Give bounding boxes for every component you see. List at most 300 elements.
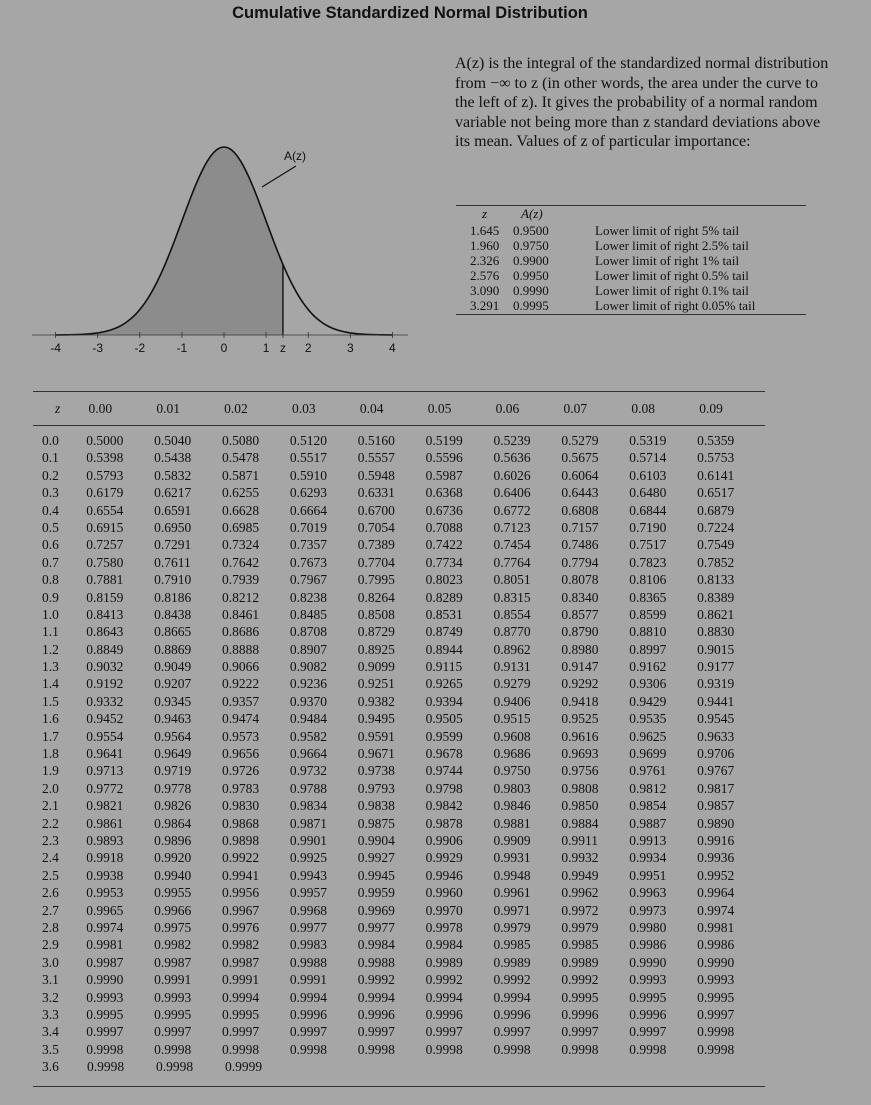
table-cell: 0.9974: [86, 919, 124, 935]
table-cell: 0.5438: [154, 450, 192, 466]
table-cell: 0.6700: [357, 502, 395, 518]
table-cell: 0.5948: [357, 467, 395, 483]
table-cell: 0.9756: [561, 763, 599, 779]
table-cell: 0.9131: [493, 659, 531, 675]
table-cell: 0.7389: [357, 537, 395, 553]
table-cell: 0.9997: [561, 1024, 599, 1040]
table-row: [33, 536, 765, 553]
row-z: 2.5: [42, 867, 59, 883]
table-cell: 0.9987: [86, 954, 124, 970]
table-cell: 0.9995: [222, 1006, 260, 1022]
row-z: 1.3: [42, 659, 59, 675]
table-cell: 0.9985: [493, 937, 531, 953]
row-z: 2.2: [42, 815, 59, 831]
table-cell: 0.9982: [154, 937, 192, 953]
table-cell: 0.9977: [289, 919, 328, 935]
table-cell: 0.9671: [357, 746, 395, 762]
az-value: 0.9500: [513, 223, 549, 238]
table-cell: 0.8849: [86, 641, 124, 657]
table-cell: 0.9991: [154, 972, 192, 988]
table-cell: 0.9713: [86, 763, 124, 779]
table-cell: 0.5160: [357, 433, 395, 448]
row-z: 2.1: [42, 798, 59, 814]
table-cell: 0.6915: [86, 519, 124, 535]
row-z: 0.8: [42, 572, 59, 588]
az-value: 0.9995: [513, 298, 549, 313]
table-cell: 0.9962: [561, 885, 599, 901]
table-cell: 0.7422: [425, 537, 463, 553]
table-cell: 0.8238: [289, 589, 328, 605]
row-z: 3.1: [42, 972, 59, 988]
tick-label: -2: [134, 341, 146, 355]
table-cell: 0.8708: [289, 624, 328, 640]
table-cell: 0.9345: [154, 693, 192, 709]
table-cell: 0.5910: [289, 467, 328, 483]
table-cell: 0.6879: [697, 502, 735, 518]
table-cell: 0.9988: [357, 954, 395, 970]
table-cell: 0.6255: [222, 485, 260, 501]
table-cell: 0.5120: [289, 433, 328, 448]
table-cell: 0.9772: [86, 780, 124, 796]
table-cell: 0.7642: [222, 554, 260, 570]
table-cell: 0.9678: [425, 746, 463, 762]
row-z: 3.0: [42, 954, 59, 970]
table-cell: 0.7734: [425, 554, 463, 570]
table-cell: 0.9998: [697, 1024, 735, 1040]
table-cell: 0.9535: [629, 711, 667, 727]
table-cell: 0.5319: [629, 433, 667, 448]
table-cell: 0.9945: [357, 867, 395, 883]
table-cell: 0.6406: [493, 485, 531, 501]
tail-description: Lower limit of right 1% tail: [595, 253, 740, 268]
table-cell: 0.8729: [357, 624, 395, 640]
table-cell: 0.9306: [629, 676, 667, 692]
tail-description: Lower limit of right 5% tail: [595, 223, 740, 238]
table-cell: 0.9686: [493, 746, 531, 762]
table-cell: 0.9406: [493, 693, 531, 709]
table-cell: 0.8830: [697, 624, 735, 640]
table-cell: 0.9319: [697, 676, 735, 692]
table-row: [33, 849, 765, 866]
table-cell: 0.9706: [697, 746, 735, 762]
table-cell: 0.8508: [357, 606, 395, 622]
table-cell: 0.9812: [629, 780, 667, 796]
table-cell: 0.9554: [86, 728, 124, 744]
table-cell: 0.9993: [154, 989, 192, 1005]
z-value: 1.645: [470, 223, 500, 238]
table-cell: 0.8907: [289, 641, 328, 657]
az-value: 0.9900: [513, 253, 549, 268]
table-cell: 0.5279: [561, 433, 599, 448]
table-cell: 0.9904: [357, 832, 395, 848]
tick-label: 4: [389, 341, 396, 355]
table-cell: 0.9878: [425, 815, 463, 831]
table-row: [33, 728, 765, 745]
table-cell: 0.9995: [154, 1006, 192, 1022]
table-cell: 0.9015: [697, 641, 735, 657]
table-cell: 0.8962: [493, 641, 531, 657]
header-column: 0.00: [88, 401, 113, 416]
table-cell: 0.9925: [289, 850, 328, 866]
special-table-row: [456, 268, 806, 283]
table-cell: 0.8186: [154, 589, 192, 605]
table-cell: 0.9147: [561, 659, 599, 675]
table-cell: 0.9732: [289, 763, 328, 779]
tick-label: -4: [50, 341, 61, 355]
table-cell: 0.9357: [222, 693, 260, 709]
table-cell: 0.8770: [493, 624, 531, 640]
table-cell: 0.7881: [86, 572, 124, 588]
table-cell: 0.7357: [289, 537, 328, 553]
az-value: 0.9750: [513, 238, 549, 253]
table-cell: 0.9960: [425, 885, 463, 901]
table-cell: 0.7157: [561, 519, 599, 535]
table-cell: 0.9961: [493, 885, 531, 901]
table-cell: 0.7257: [86, 537, 124, 553]
table-cell: 0.9830: [222, 798, 260, 814]
row-z: 0.0: [42, 433, 59, 448]
table-cell: 0.8749: [425, 624, 463, 640]
table-cell: 0.8577: [561, 606, 599, 622]
row-z: 0.1: [42, 450, 59, 466]
table-header-row: [33, 392, 765, 425]
table-cell: 0.6591: [154, 502, 192, 518]
table-cell: 0.9967: [222, 902, 260, 918]
table-cell: 0.8686: [222, 624, 260, 640]
table-cell: 0.9441: [697, 693, 735, 709]
row-z: 1.4: [42, 676, 59, 692]
table-cell: 0.9463: [154, 711, 192, 727]
table-cell: 0.9821: [86, 798, 124, 814]
table-row: [33, 919, 765, 936]
table-cell: 0.9761: [629, 763, 667, 779]
table-cell: 0.6443: [561, 485, 599, 501]
row-z: 3.5: [42, 1041, 59, 1057]
table-cell: 0.7995: [357, 572, 395, 588]
header-column: 0.09: [699, 401, 723, 416]
table-row: [33, 623, 765, 640]
table-cell: 0.9582: [289, 728, 328, 744]
table-cell: 0.7910: [154, 572, 192, 588]
row-z: 3.2: [42, 989, 59, 1005]
table-cell: 0.8051: [493, 572, 531, 588]
table-cell: 0.9973: [629, 902, 667, 918]
table-cell: 0.9985: [561, 937, 599, 953]
table-cell: 0.9994: [493, 989, 531, 1005]
table-cell: 0.9987: [154, 954, 192, 970]
table-cell: 0.9984: [425, 937, 463, 953]
row-z: 1.9: [42, 763, 59, 779]
table-cell: 0.9996: [289, 1006, 328, 1022]
az-value: 0.9990: [513, 283, 549, 298]
table-cell: 0.9993: [697, 972, 735, 988]
table-cell: 0.9943: [289, 867, 328, 883]
table-cell: 0.7611: [154, 554, 191, 570]
row-z: 2.8: [42, 919, 59, 935]
table-cell: 0.9998: [493, 1041, 531, 1057]
table-cell: 0.7549: [697, 537, 735, 553]
table-cell: 0.5359: [697, 433, 735, 448]
row-z: 1.2: [42, 641, 59, 657]
table-cell: 0.9881: [493, 815, 531, 831]
table-cell: 0.5832: [154, 467, 192, 483]
table-cell: 0.9909: [493, 832, 531, 848]
table-cell: 0.9834: [289, 798, 328, 814]
table-cell: 0.9591: [357, 728, 395, 744]
table-cell: 0.9545: [697, 711, 735, 727]
table-cell: 0.9868: [222, 815, 260, 831]
table-row: [33, 589, 765, 606]
table-cell: 0.9982: [222, 937, 260, 953]
table-cell: 0.7823: [629, 554, 667, 570]
table-cell: 0.7291: [154, 537, 192, 553]
table-cell: 0.9726: [222, 763, 260, 779]
table-cell: 0.8438: [154, 606, 192, 622]
table-cell: 0.6331: [357, 485, 395, 501]
table-cell: 0.7088: [425, 519, 463, 535]
table-cell: 0.9884: [561, 815, 599, 831]
table-cell: 0.9599: [425, 728, 463, 744]
table-cell: 0.9744: [425, 763, 463, 779]
table-cell: 0.9998: [697, 1041, 735, 1057]
table-cell: 0.9978: [425, 919, 463, 935]
table-cell: 0.9082: [289, 659, 328, 675]
table-row: [33, 519, 765, 536]
table-cell: 0.9936: [697, 850, 735, 866]
table-cell: 0.9927: [357, 850, 395, 866]
table-cell: 0.9997: [697, 1006, 735, 1022]
table-row: [33, 902, 765, 919]
table-cell: 0.5675: [561, 450, 599, 466]
table-body: [33, 426, 765, 1086]
table-cell: 0.9778: [154, 780, 192, 796]
table-cell: 0.9798: [425, 780, 463, 796]
table-cell: 0.9998: [156, 1059, 194, 1075]
table-cell: 0.9922: [222, 850, 260, 866]
table-cell: 0.8365: [629, 589, 667, 605]
table-cell: 0.8212: [222, 589, 260, 605]
table-cell: 0.9049: [154, 659, 192, 675]
table-cell: 0.6628: [222, 502, 260, 518]
table-cell: 0.9997: [289, 1024, 328, 1040]
table-row: [33, 867, 765, 884]
table-cell: 0.9918: [86, 850, 124, 866]
table-cell: 0.9998: [357, 1041, 395, 1057]
table-cell: 0.9418: [561, 693, 599, 709]
tail-description: Lower limit of right 0.1% tail: [595, 283, 749, 298]
table-cell: 0.9495: [357, 711, 395, 727]
table-cell: 0.9941: [222, 867, 260, 883]
table-cell: 0.9966: [154, 902, 192, 918]
table-cell: 0.5557: [357, 450, 395, 466]
table-cell: 0.9931: [493, 850, 531, 866]
table-cell: 0.8554: [493, 606, 531, 622]
curve-label-pointer: [262, 166, 296, 187]
row-z: 2.4: [42, 850, 59, 866]
table-cell: 0.7794: [561, 554, 599, 570]
row-z: 2.0: [42, 780, 59, 796]
table-cell: 0.6950: [154, 519, 192, 535]
table-cell: 0.9963: [629, 885, 667, 901]
table-cell: 0.9251: [357, 676, 395, 692]
table-cell: 0.9995: [697, 989, 735, 1005]
table-cell: 0.9959: [357, 885, 395, 901]
table-cell: 0.5080: [222, 433, 260, 448]
table-cell: 0.8643: [86, 624, 124, 640]
table-cell: 0.9932: [561, 850, 599, 866]
row-z: 1.1: [42, 624, 59, 640]
table-cell: 0.8810: [629, 624, 667, 640]
row-z: 0.9: [42, 589, 59, 605]
table-cell: 0.9838: [357, 798, 395, 814]
table-row: [33, 675, 765, 692]
header-column: 0.05: [427, 401, 452, 416]
table-cell: 0.5199: [425, 433, 463, 448]
row-z: 2.9: [42, 937, 59, 953]
curve-label: A(z): [284, 149, 306, 163]
table-row: [33, 832, 765, 849]
table-cell: 0.7852: [697, 554, 735, 570]
table-cell: 0.9997: [425, 1024, 463, 1040]
table-cell: 0.9515: [493, 711, 531, 727]
table-cell: 0.8264: [357, 589, 395, 605]
table-cell: 0.7673: [289, 554, 328, 570]
table-cell: 0.5636: [493, 450, 531, 466]
table-cell: 0.9803: [493, 780, 531, 796]
row-z: 0.6: [42, 537, 59, 553]
table-cell: 0.9693: [561, 746, 599, 762]
table-cell: 0.9564: [154, 728, 192, 744]
table-cell: 0.9573: [222, 728, 260, 744]
table-cell: 0.9992: [425, 972, 463, 988]
table-cell: 0.9974: [697, 902, 735, 918]
table-row: [33, 762, 765, 779]
table-row: [33, 658, 765, 675]
table-cell: 0.9997: [629, 1024, 667, 1040]
table-cell: 0.9896: [154, 832, 192, 848]
tick-label: 3: [346, 341, 354, 355]
row-z: 1.6: [42, 711, 59, 727]
header-column: 0.02: [224, 401, 248, 416]
table-cell: 0.9738: [357, 763, 395, 779]
table-cell: 0.6103: [629, 467, 667, 483]
table-cell: 0.9633: [697, 728, 735, 744]
table-cell: 0.9946: [425, 867, 463, 883]
table-cell: 0.9808: [561, 780, 599, 796]
table-cell: 0.9793: [357, 780, 395, 796]
table-cell: 0.8159: [86, 589, 124, 605]
table-cell: 0.9994: [357, 989, 395, 1005]
table-cell: 0.5987: [425, 467, 463, 483]
table-rule: [33, 1086, 765, 1087]
table-cell: 0.9952: [697, 867, 735, 883]
table-row: [33, 710, 765, 727]
row-z: 0.5: [42, 519, 59, 535]
table-cell: 0.9998: [154, 1041, 192, 1057]
description-text: A(z) is the integral of the standardized normal distribution from −∞ to z (in other words, the area under the curve to the left of z). It gives the probability of a normal random variable not being more than z standard deviations above its mean. Values of z of particular importance:: [455, 55, 829, 150]
table-cell: 0.9997: [357, 1024, 395, 1040]
row-z: 2.6: [42, 885, 59, 901]
table-cell: 0.9066: [222, 659, 260, 675]
row-z: 3.6: [42, 1059, 59, 1075]
table-row: [33, 502, 765, 519]
table-cell: 0.9990: [86, 972, 124, 988]
table-cell: 0.9099: [357, 659, 395, 675]
row-z: 3.3: [42, 1006, 59, 1022]
table-cell: 0.7486: [561, 537, 599, 553]
x-axis-ticks: [50, 332, 396, 355]
table-cell: 0.5753: [697, 450, 735, 466]
normal-curve-chart: [30, 130, 410, 355]
table-cell: 0.9977: [357, 919, 395, 935]
table-cell: 0.9857: [697, 798, 735, 814]
page-title: Cumulative Standardized Normal Distribution: [232, 4, 588, 22]
table-cell: 0.8461: [222, 606, 260, 622]
table-cell: 0.9979: [561, 919, 599, 935]
table-cell: 0.9192: [86, 676, 124, 692]
table-cell: 0.9940: [154, 867, 192, 883]
table-cell: 0.7224: [697, 519, 735, 535]
table-cell: 0.7454: [493, 537, 531, 553]
table-cell: 0.9981: [697, 919, 735, 935]
table-row: [33, 693, 765, 710]
table-cell: 0.6554: [86, 502, 124, 518]
special-table-row: [456, 223, 806, 238]
table-cell: 0.9999: [225, 1059, 263, 1075]
table-cell: 0.6844: [629, 502, 667, 518]
table-cell: 0.9979: [493, 919, 531, 935]
table-cell: 0.9850: [561, 798, 599, 814]
table-cell: 0.9177: [697, 659, 735, 675]
table-cell: 0.9934: [629, 850, 667, 866]
z-value: 1.960: [470, 238, 500, 253]
table-cell: 0.9998: [222, 1041, 260, 1057]
header-column: 0.07: [563, 401, 588, 416]
table-cell: 0.9986: [629, 937, 667, 953]
table-cell: 0.9911: [561, 832, 599, 848]
table-rule: [456, 314, 806, 315]
table-cell: 0.9898: [222, 832, 260, 848]
row-z: 2.7: [42, 902, 59, 918]
table-cell: 0.9893: [86, 832, 124, 848]
table-cell: 0.9948: [493, 867, 531, 883]
table-cell: 0.9887: [629, 815, 667, 831]
table-cell: 0.9890: [697, 815, 735, 831]
table-cell: 0.9970: [425, 902, 463, 918]
special-table-header: [456, 206, 806, 221]
table-cell: 0.9988: [289, 954, 328, 970]
table-cell: 0.9968: [289, 902, 328, 918]
table-cell: 0.9222: [222, 676, 260, 692]
table-cell: 0.9981: [86, 937, 124, 953]
table-cell: 0.9955: [154, 885, 192, 901]
tick-label: 1: [262, 341, 270, 355]
table-row: [33, 1006, 765, 1023]
table-cell: 0.9998: [629, 1041, 667, 1057]
table-row: [33, 554, 765, 571]
table-row: [33, 884, 765, 901]
tick-label: 0: [220, 341, 228, 355]
table-cell: 0.5714: [629, 450, 667, 466]
header-column: 0.08: [631, 401, 655, 416]
tick-label: -3: [92, 341, 104, 355]
row-z: 1.0: [42, 606, 59, 622]
az-value: 0.9950: [513, 268, 549, 283]
table-row: [33, 484, 765, 501]
table-cell: 0.6480: [629, 485, 667, 501]
table-cell: 0.9997: [86, 1024, 124, 1040]
table-cell: 0.8106: [629, 572, 667, 588]
